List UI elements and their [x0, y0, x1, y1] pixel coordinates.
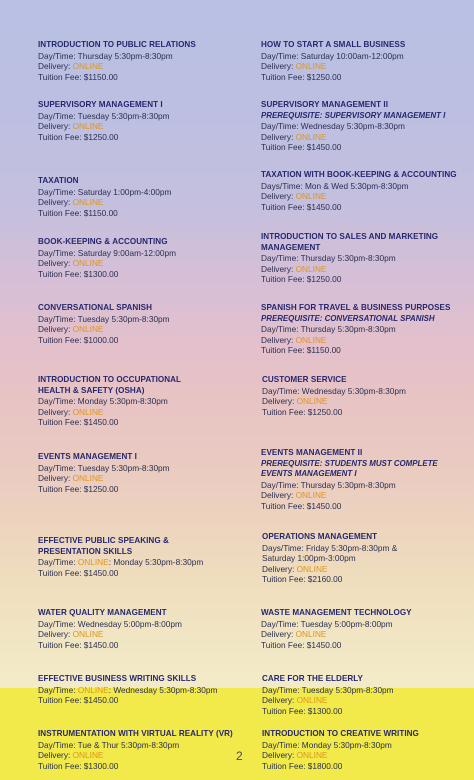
course-daytime: Days/Time: Friday 5:30pm-8:30pm & [262, 542, 398, 553]
course-fee: Tuition Fee: $1250.00 [261, 274, 342, 285]
course-fee: Tuition Fee: $1000.00 [38, 334, 119, 345]
course-delivery: Delivery: ONLINE [38, 324, 104, 335]
course-fee: Tuition Fee: $1150.00 [38, 71, 118, 82]
course-title: BOOK-KEEPING & ACCOUNTING [38, 237, 168, 246]
course-fee: Tuition Fee: $1300.00 [262, 705, 343, 716]
course-daytime: Day/Time: Thursday 5:30pm-8:30pm [261, 479, 396, 490]
course-title-line2: MANAGEMENT [261, 242, 321, 252]
course-fee: Tuition Fee: $1150.00 [38, 207, 118, 218]
course-taxation [38, 176, 253, 218]
course-care-elderly [262, 674, 474, 716]
course-daytime: Day/Time: Wednesday 5:00pm-8:00pm [38, 618, 182, 629]
course-supervisory-1 [38, 100, 253, 142]
course-title: INTRODUCTION TO OCCUPATIONAL [38, 375, 182, 384]
course-operations [262, 532, 474, 585]
course-fee: Tuition Fee: $1150.00 [261, 345, 341, 356]
course-fee: Tuition Fee: $1450.00 [261, 639, 342, 650]
course-title: WASTE MANAGEMENT TECHNOLOGY [261, 608, 412, 617]
course-fee: Tuition Fee: $1450.00 [261, 201, 342, 212]
course-daytime: Days/Time: Mon & Wed 5:30pm-8:30pm [261, 180, 409, 191]
course-delivery: Delivery: ONLINE [261, 490, 327, 501]
course-taxation-bookkeeping [261, 170, 474, 212]
course-prerequisite: PREREQUISITE: CONVERSATIONAL SPANISH [261, 313, 435, 323]
course-delivery: Delivery: ONLINE [38, 61, 104, 72]
course-delivery: Delivery: ONLINE [262, 396, 328, 407]
course-delivery: Delivery: ONLINE [38, 750, 104, 761]
course-water-quality [38, 608, 253, 650]
course-title: EVENTS MANAGEMENT I [38, 452, 137, 461]
course-title: INSTRUMENTATION WITH VIRTUAL REALITY (VR) [38, 729, 233, 738]
course-daytime: Day/Time: ONLINE: Wednesday 5:30pm-8:30pm [38, 684, 218, 695]
course-title: OPERATIONS MANAGEMENT [262, 532, 378, 541]
course-daytime: Day/Time: Saturday 9:00am-12:00pm [38, 247, 177, 258]
course-title: SUPERVISORY MANAGEMENT II [261, 100, 389, 109]
course-fee: Tuition Fee: $1450.00 [38, 639, 119, 650]
course-title-line2: PRESENTATION SKILLS [38, 546, 133, 556]
course-daytime: Day/Time: Monday 5:30pm-8:30pm [38, 396, 168, 407]
course-title: SPANISH FOR TRAVEL & BUSINESS PURPOSES [261, 303, 451, 312]
course-title: WATER QUALITY MANAGEMENT [38, 608, 167, 617]
course-delivery: Delivery: ONLINE [262, 750, 328, 761]
course-daytime: Day/Time: Thursday 5:30pm-8:30pm [261, 324, 396, 335]
course-fee: Tuition Fee: $1300.00 [38, 268, 119, 279]
course-fee: Tuition Fee: $1250.00 [38, 131, 119, 142]
course-delivery: Delivery: ONLINE [262, 695, 328, 706]
course-daytime-line2: Saturday 1:00pm-3:00pm [262, 553, 356, 564]
course-daytime: Day/Time: Wednesday 5:30pm-8:30pm [262, 385, 406, 396]
course-prerequisite: PREREQUISITE: STUDENTS MUST COMPLETE [261, 458, 438, 468]
course-title: INTRODUCTION TO SALES AND MARKETING [261, 232, 439, 241]
course-delivery: Delivery: ONLINE [261, 263, 327, 274]
course-instrumentation-vr [38, 729, 253, 771]
course-title: CONVERSATIONAL SPANISH [38, 303, 152, 312]
course-public-speaking [38, 536, 253, 578]
course-daytime: Day/Time: Saturday 1:00pm-4:00pm [38, 186, 172, 197]
course-sales-marketing [261, 232, 474, 285]
course-delivery: Delivery: ONLINE [38, 121, 104, 132]
course-fee: Tuition Fee: $1450.00 [261, 142, 342, 153]
course-daytime: Day/Time: Tuesday 5:30pm-8:30pm [38, 462, 170, 473]
course-title: SUPERVISORY MANAGEMENT I [38, 100, 163, 109]
course-customer-service [262, 375, 474, 417]
course-title-line2: HEALTH & SAFETY (OSHA) [38, 385, 145, 395]
course-daytime: Day/Time: Tuesday 5:30pm-8:30pm [38, 110, 170, 121]
course-fee: Tuition Fee: $1300.00 [38, 760, 119, 771]
course-daytime: Day/Time: Tuesday 5:00pm-8:00pm [261, 618, 393, 629]
course-delivery: Delivery: ONLINE [38, 197, 104, 208]
course-waste-management [261, 608, 474, 650]
course-prerequisite-line2: EVENTS MANAGEMENT I [261, 469, 357, 479]
course-supervisory-2 [261, 100, 474, 153]
course-daytime: Day/Time: Thursday 5:30pm-8:30pm [38, 50, 173, 61]
course-delivery: Delivery: ONLINE [261, 191, 327, 202]
course-delivery: Delivery: ONLINE [38, 406, 104, 417]
course-fee: Tuition Fee: $1800.00 [262, 760, 343, 771]
course-title: EFFECTIVE PUBLIC SPEAKING & [38, 536, 169, 545]
course-delivery: Delivery: ONLINE [261, 334, 327, 345]
course-creative-writing [262, 729, 474, 771]
course-intro-public-relations [38, 40, 253, 82]
course-osha [38, 375, 253, 428]
course-delivery: Delivery: ONLINE [261, 131, 327, 142]
course-daytime: Day/Time: ONLINE: Monday 5:30pm-8:30pm [38, 557, 204, 568]
course-delivery: Delivery: ONLINE [261, 629, 327, 640]
course-prerequisite: PREREQUISITE: SUPERVISORY MANAGEMENT I [261, 110, 446, 120]
course-daytime: Day/Time: Wednesday 5:30pm-8:30pm [261, 121, 405, 132]
course-conversational-spanish [38, 303, 253, 345]
course-daytime: Day/Time: Tuesday 5:30pm-8:30pm [262, 684, 394, 695]
course-title: EFFECTIVE BUSINESS WRITING SKILLS [38, 674, 197, 683]
course-daytime: Day/Time: Tue & Thur 5:30pm-8:30pm [38, 739, 180, 750]
course-daytime: Day/Time: Monday 5:30pm-8:30pm [262, 739, 392, 750]
course-fee: Tuition Fee: $1250.00 [38, 483, 119, 494]
course-fee: Tuition Fee: $2160.00 [262, 574, 343, 585]
course-title: INTRODUCTION TO CREATIVE WRITING [262, 729, 419, 738]
course-fee: Tuition Fee: $1450.00 [38, 567, 119, 578]
course-daytime: Day/Time: Saturday 10:00am-12:00pm [261, 50, 404, 61]
course-fee: Tuition Fee: $1250.00 [262, 406, 343, 417]
course-fee: Tuition Fee: $1450.00 [261, 500, 342, 511]
course-fee: Tuition Fee: $1450.00 [38, 695, 119, 706]
course-fee: Tuition Fee: $1250.00 [261, 71, 342, 82]
course-title: INTRODUCTION TO PUBLIC RELATIONS [38, 40, 196, 49]
course-small-business [261, 40, 474, 82]
course-delivery: Delivery: ONLINE [38, 473, 104, 484]
page-number: 2 [236, 749, 243, 763]
course-delivery: Delivery: ONLINE [38, 629, 104, 640]
course-daytime: Day/Time: Tuesday 5:30pm-8:30pm [38, 313, 170, 324]
course-delivery: Delivery: ONLINE [262, 563, 328, 574]
course-daytime: Day/Time: Thursday 5:30pm-8:30pm [261, 253, 396, 264]
course-title: HOW TO START A SMALL BUSINESS [261, 40, 406, 49]
course-business-writing [38, 674, 253, 706]
course-title: EVENTS MANAGEMENT II [261, 448, 363, 457]
course-fee: Tuition Fee: $1450.00 [38, 417, 119, 428]
course-title: TAXATION WITH BOOK-KEEPING & ACCOUNTING [261, 170, 457, 179]
course-spanish-travel [261, 303, 474, 356]
course-events-2 [261, 448, 474, 512]
course-bookkeeping [38, 237, 253, 279]
course-title: TAXATION [38, 176, 79, 185]
course-delivery: Delivery: ONLINE [261, 61, 327, 72]
course-delivery: Delivery: ONLINE [38, 258, 104, 269]
course-title: CARE FOR THE ELDERLY [262, 674, 363, 683]
course-events-1 [38, 452, 253, 494]
course-title: CUSTOMER SERVICE [262, 375, 347, 384]
